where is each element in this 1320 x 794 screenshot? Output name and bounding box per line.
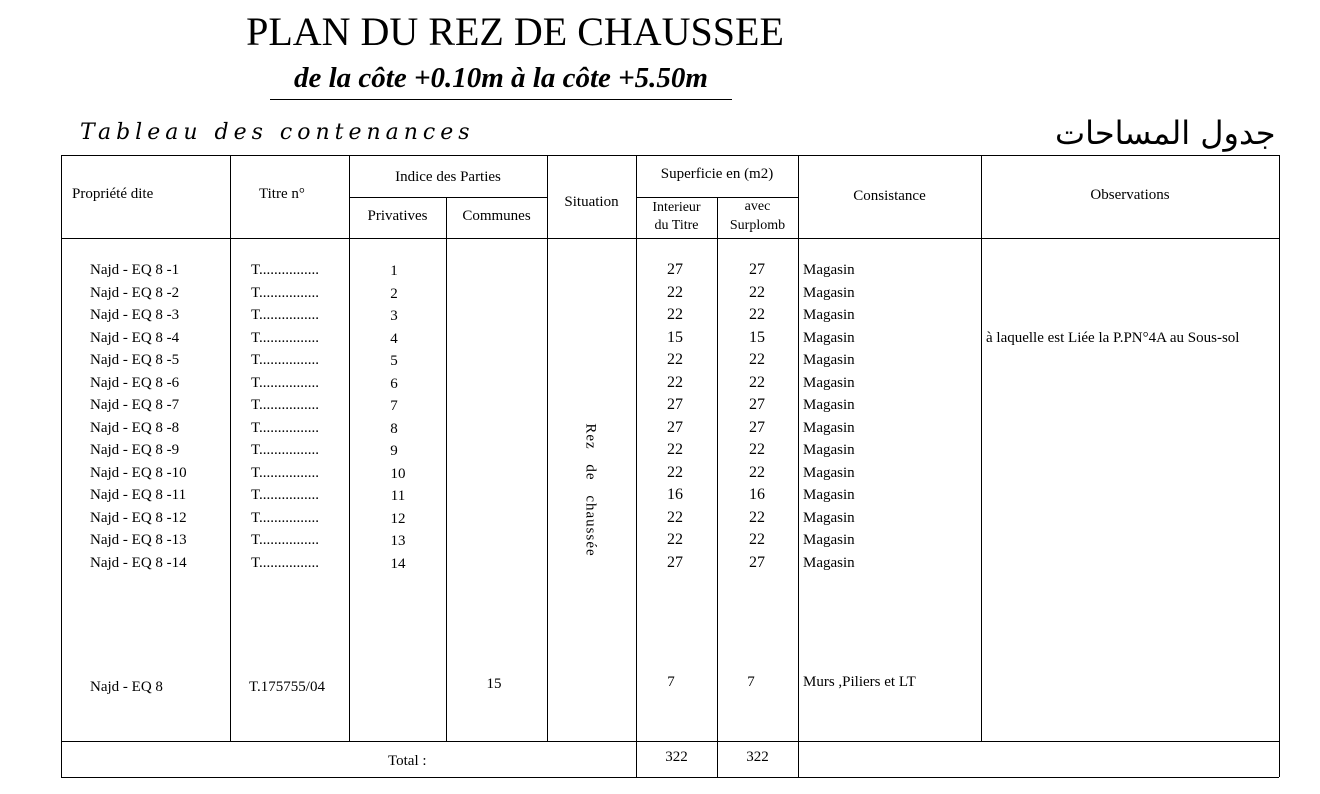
cell-privative: 5	[390, 353, 398, 369]
cell-consistance: Magasin	[803, 307, 855, 323]
header-situation: Situation	[564, 194, 619, 210]
cell-surplomb: 27	[749, 554, 765, 571]
header-consistance: Consistance	[853, 188, 926, 204]
cell-interieur: 27	[667, 419, 683, 436]
cell-consistance: Magasin	[803, 285, 855, 301]
cell-propriete: Najd - EQ 8 -6	[90, 375, 180, 391]
header-indice: Indice des Parties	[395, 169, 501, 185]
cell-titre: T................	[251, 397, 320, 413]
cell-surplomb: 22	[749, 464, 765, 481]
cell-consistance: Magasin	[803, 487, 855, 503]
cell-surplomb: 27	[749, 419, 765, 436]
cell-privative: 2	[390, 286, 398, 302]
page-title: PLAN DU REZ DE CHAUSSEE	[246, 9, 784, 54]
cell-titre: T................	[251, 262, 320, 278]
cell-privative: 6	[390, 376, 398, 392]
table-title-fr: Tableau des contenances	[80, 120, 475, 145]
cell-consistance: Magasin	[803, 532, 855, 548]
cell-surplomb: 22	[749, 306, 765, 323]
cell-propriete: Najd - EQ 8 -4	[90, 330, 180, 346]
cell-surplomb: 22	[749, 509, 765, 526]
cell-consistance: Magasin	[803, 397, 855, 413]
cell-propriete: Najd - EQ 8 -8	[90, 420, 180, 436]
cell-surplomb: 22	[749, 284, 765, 301]
situation-label: Rez de chaussée	[582, 423, 599, 557]
cell-interieur: 22	[667, 351, 683, 368]
cell-privative: 4	[390, 331, 398, 347]
cell-privative: 3	[390, 308, 398, 324]
cell-surplomb: 15	[749, 329, 765, 346]
table-title-ar: جدول المساحات	[1055, 114, 1276, 152]
cell-propriete: Najd - EQ 8 -12	[90, 510, 187, 526]
cell-interieur: 22	[667, 509, 683, 526]
cell-interieur: 27	[667, 554, 683, 571]
cell-privative: 9	[390, 443, 398, 459]
cell-consistance: Magasin	[803, 420, 855, 436]
cell-consistance: Magasin	[803, 442, 855, 458]
cell-privative: 7	[390, 398, 398, 414]
cell-commune: 15	[486, 676, 502, 692]
cell-titre: T................	[251, 442, 320, 458]
header-titre: Titre n°	[259, 186, 305, 202]
cell-interieur: 16	[667, 486, 683, 503]
cell-privative: 11	[390, 488, 406, 504]
cell-titre: T................	[251, 420, 320, 436]
cell-consistance: Magasin	[803, 262, 855, 278]
observation-text: à laquelle est Liée la P.PN°4A au Sous-sol	[986, 330, 1240, 346]
cell-surplomb: 22	[749, 351, 765, 368]
cell-consistance: Magasin	[803, 330, 855, 346]
cell-titre: T................	[251, 352, 320, 368]
cell-surplomb: 16	[749, 486, 765, 503]
cell-propriete: Najd - EQ 8 -1	[90, 262, 180, 278]
cell-propriete: Najd - EQ 8 -14	[90, 555, 187, 571]
cell-consistance: Murs ,Piliers et LT	[803, 674, 916, 690]
total-interieur: 322	[665, 749, 688, 765]
header-interieur-1: Interieur	[652, 200, 701, 215]
cell-interieur: 27	[667, 261, 683, 278]
cell-propriete: Najd - EQ 8 -10	[90, 465, 187, 481]
cell-privative: 14	[390, 556, 406, 572]
cell-consistance: Magasin	[803, 465, 855, 481]
cell-privative: 8	[390, 421, 398, 437]
page-subtitle: de la côte +0.10m à la côte +5.50m	[270, 62, 732, 100]
cell-propriete: Najd - EQ 8 -9	[90, 442, 180, 458]
cell-interieur: 22	[667, 464, 683, 481]
cell-surplomb: 22	[749, 374, 765, 391]
header-interieur-2: du Titre	[654, 218, 699, 233]
cell-titre: T................	[251, 487, 320, 503]
cell-propriete: Najd - EQ 8 -11	[90, 487, 187, 503]
cell-interieur: 22	[667, 531, 683, 548]
header-communes: Communes	[462, 208, 531, 224]
cell-propriete: Najd - EQ 8	[90, 679, 163, 695]
cell-surplomb: 22	[749, 441, 765, 458]
cell-propriete: Najd - EQ 8 -2	[90, 285, 180, 301]
cell-interieur: 7	[667, 674, 675, 690]
cell-surplomb: 22	[749, 531, 765, 548]
cell-propriete: Najd - EQ 8 -3	[90, 307, 180, 323]
cell-titre: T................	[251, 532, 320, 548]
cell-titre: T................	[251, 375, 320, 391]
cell-interieur: 15	[667, 329, 683, 346]
cell-propriete: Najd - EQ 8 -7	[90, 397, 180, 413]
cell-titre: T................	[251, 465, 320, 481]
cell-consistance: Magasin	[803, 555, 855, 571]
cell-privative: 10	[390, 466, 406, 482]
cell-interieur: 22	[667, 441, 683, 458]
cell-interieur: 27	[667, 396, 683, 413]
cell-surplomb: 7	[747, 674, 755, 690]
header-privatives: Privatives	[367, 208, 428, 224]
header-avec-1: avec	[744, 199, 771, 214]
cell-privative: 13	[390, 533, 406, 549]
cell-interieur: 22	[667, 374, 683, 391]
cell-surplomb: 27	[749, 261, 765, 278]
cell-titre: T................	[251, 330, 320, 346]
cell-titre: T................	[251, 510, 320, 526]
cell-privative: 12	[390, 511, 406, 527]
cell-titre: T................	[251, 307, 320, 323]
header-observations: Observations	[1090, 187, 1170, 203]
cell-propriete: Najd - EQ 8 -13	[90, 532, 187, 548]
cell-consistance: Magasin	[803, 510, 855, 526]
total-label: Total :	[388, 753, 427, 769]
cell-consistance: Magasin	[803, 375, 855, 391]
header-avec-2: Surplomb	[729, 218, 786, 233]
header-superficie: Superficie en (m2)	[660, 166, 774, 182]
header-propriete: Propriété dite	[72, 186, 154, 202]
cell-titre: T................	[251, 555, 320, 571]
cell-propriete: Najd - EQ 8 -5	[90, 352, 180, 368]
cell-interieur: 22	[667, 306, 683, 323]
cell-titre: T................	[251, 285, 320, 301]
cell-titre: T.175755/04	[249, 679, 325, 695]
cell-consistance: Magasin	[803, 352, 855, 368]
cell-surplomb: 27	[749, 396, 765, 413]
total-surplomb: 322	[746, 749, 769, 765]
cell-privative: 1	[390, 263, 398, 279]
cell-interieur: 22	[667, 284, 683, 301]
